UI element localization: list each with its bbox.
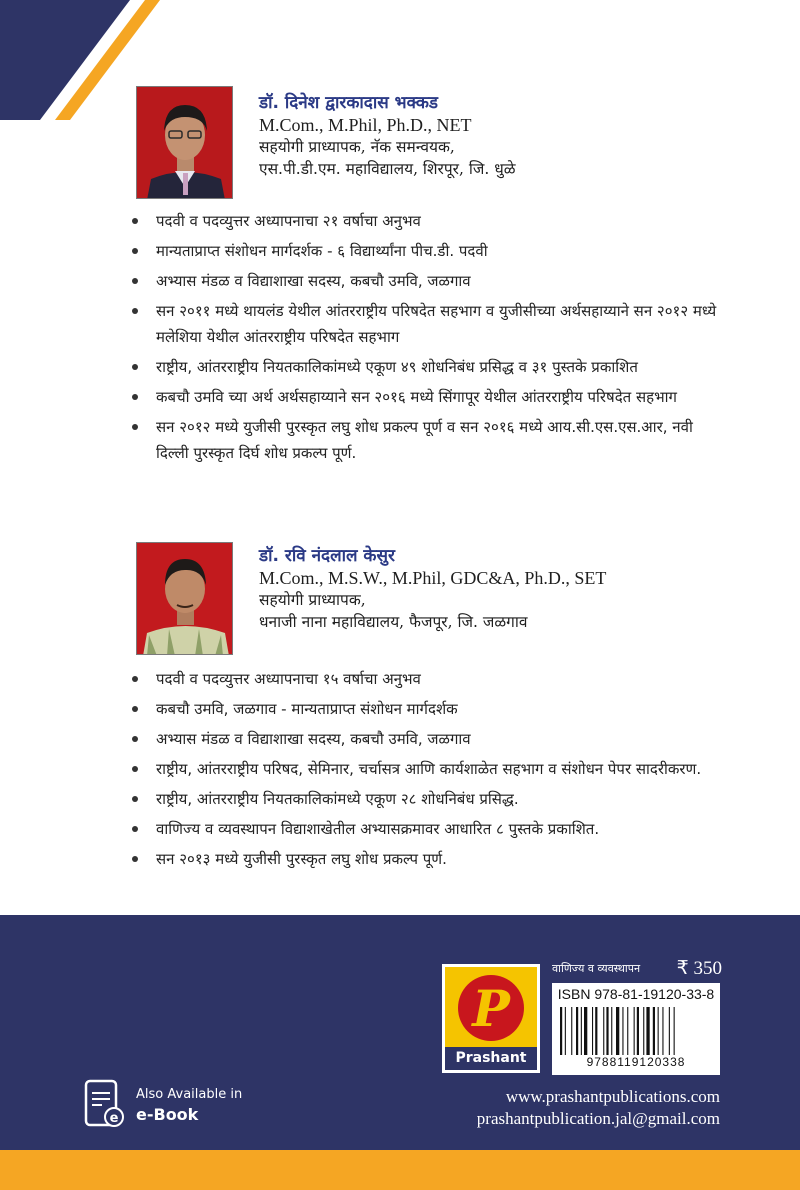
list-item: वाणिज्य व व्यवस्थापन विद्याशाखेतील अभ्यासक्रमावर आधारित ८ पुस्तके प्रकाशित. <box>128 816 718 842</box>
author2-designation: सहयोगी प्राध्यापक, <box>259 591 366 609</box>
bullet-icon <box>132 766 138 772</box>
author1-college: एस.पी.डी.एम. महाविद्यालय, शिरपूर, जि. धुळे <box>259 160 516 178</box>
bullet-icon <box>132 424 138 430</box>
bullet-icon <box>132 736 138 742</box>
ebook-line2: e-Book <box>136 1105 199 1124</box>
bullet-icon <box>132 394 138 400</box>
email-link[interactable]: prashantpublication.jal@gmail.com <box>476 1109 720 1128</box>
author2-college: धनाजी नाना महाविद्यालय, फैजपूर, जि. जळगाव <box>259 613 528 631</box>
list-item: पदवी व पदव्युत्तर अध्यापनाचा १५ वर्षाचा अनुभव <box>128 666 718 692</box>
author1-details <box>259 92 516 180</box>
footer-accent-strip <box>0 1150 800 1190</box>
list-item: राष्ट्रीय, आंतरराष्ट्रीय नियतकालिकांमध्ये एकूण ४९ शोधनिबंध प्रसिद्ध व ३१ पुस्तके प्रकाशित <box>128 354 718 380</box>
ebook-badge <box>84 1079 284 1131</box>
list-item: राष्ट्रीय, आंतरराष्ट्रीय परिषद, सेमिनार, चर्चासत्र आणि कार्यशाळेत सहभाग व संशोधन पेपर सादरीकरण. <box>128 756 718 782</box>
bullet-icon <box>132 826 138 832</box>
logo-circle <box>458 975 524 1041</box>
logo-name: Prashant <box>445 1047 537 1070</box>
list-item: पदवी व पदव्युत्तर अध्यापनाचा २१ वर्षाचा अनुभव <box>128 208 718 234</box>
website-link[interactable]: www.prashantpublications.com <box>505 1087 720 1106</box>
price: ₹ 350 <box>676 958 722 979</box>
bullet-icon <box>132 796 138 802</box>
list-item: सन २०१२ मध्ये युजीसी पुरस्कृत लघु शोध प्रकल्प पूर्ण व सन २०१६ मध्ये आय.सी.एस.एस.आर, नवी दिल्ली पुरस्कृत दिर्घ शोध प्रकल्प पूर्ण. <box>128 414 718 466</box>
barcode-number: 9788119120338 <box>586 1055 686 1069</box>
author2-name: डॉ. रवि नंदलाल केसुर <box>259 546 395 566</box>
author2-photo <box>136 542 233 655</box>
author2-details <box>259 545 606 633</box>
list-item: सन २०१३ मध्ये युजीसी पुरस्कृत लघु शोध प्रकल्प पूर्ण. <box>128 846 718 872</box>
list-item: कबचौ उमवि च्या अर्थ अर्थसहाय्याने सन २०१६ मध्ये सिंगापूर येथील आंतरराष्ट्रीय परिषदेत सहभाग <box>128 384 718 410</box>
bullet-icon <box>132 278 138 284</box>
bullet-icon <box>132 364 138 370</box>
subject-label: वाणिज्य व व्यवस्थापन <box>552 962 641 975</box>
author1-bullets <box>128 208 718 470</box>
logo-letter: P <box>472 979 510 1038</box>
author1-degrees: M.Com., M.Phil, Ph.D., NET <box>259 115 472 135</box>
barcode-box <box>552 983 720 1075</box>
list-item: सन २०११ मध्ये थायलंड येथील आंतरराष्ट्रीय परिषदेत सहभाग व युजीसीच्या अर्थसहाय्याने सन २०१२ मध्ये मलेशिया येथील आंतरराष्ट्रीय परिषदेत सहभाग <box>128 298 718 350</box>
isbn: ISBN 978-81-19120-33-8 <box>557 986 715 1002</box>
publisher-logo <box>442 964 540 1073</box>
list-item: राष्ट्रीय, आंतरराष्ट्रीय नियतकालिकांमध्ये एकूण २८ शोधनिबंध प्रसिद्ध. <box>128 786 718 812</box>
bullet-icon <box>132 308 138 314</box>
list-item: कबचौ उमवि, जळगाव - मान्यताप्राप्त संशोधन मार्गदर्शक <box>128 696 718 722</box>
ebook-icon <box>84 1079 124 1131</box>
svg-text:e: e <box>109 1111 119 1126</box>
price-row <box>552 957 722 981</box>
bullet-icon <box>132 706 138 712</box>
list-item: अभ्यास मंडळ व विद्याशाखा सदस्य, कबचौ उमवि, जळगाव <box>128 726 718 752</box>
ebook-line1: Also Available in <box>136 1087 243 1102</box>
author1-name: डॉ. दिनेश द्वारकादास भक्कड <box>259 93 439 113</box>
bullet-icon <box>132 218 138 224</box>
list-item: अभ्यास मंडळ व विद्याशाखा सदस्य, कबचौ उमवि, जळगाव <box>128 268 718 294</box>
bullet-icon <box>132 856 138 862</box>
list-item: मान्यताप्राप्त संशोधन मार्गदर्शक - ६ विद्यार्थ्यांना पीच.डी. पदवी <box>128 238 718 264</box>
author2-bullets <box>128 666 718 876</box>
barcode-icon <box>558 1007 714 1055</box>
bullet-icon <box>132 676 138 682</box>
author1-photo <box>136 86 233 199</box>
author2-degrees: M.Com., M.S.W., M.Phil, GDC&A, Ph.D., SET <box>259 568 607 588</box>
bullet-icon <box>132 248 138 254</box>
contact-info <box>380 1086 720 1130</box>
author1-designation: सहयोगी प्राध्यापक, नॅक समन्वयक, <box>259 138 455 156</box>
